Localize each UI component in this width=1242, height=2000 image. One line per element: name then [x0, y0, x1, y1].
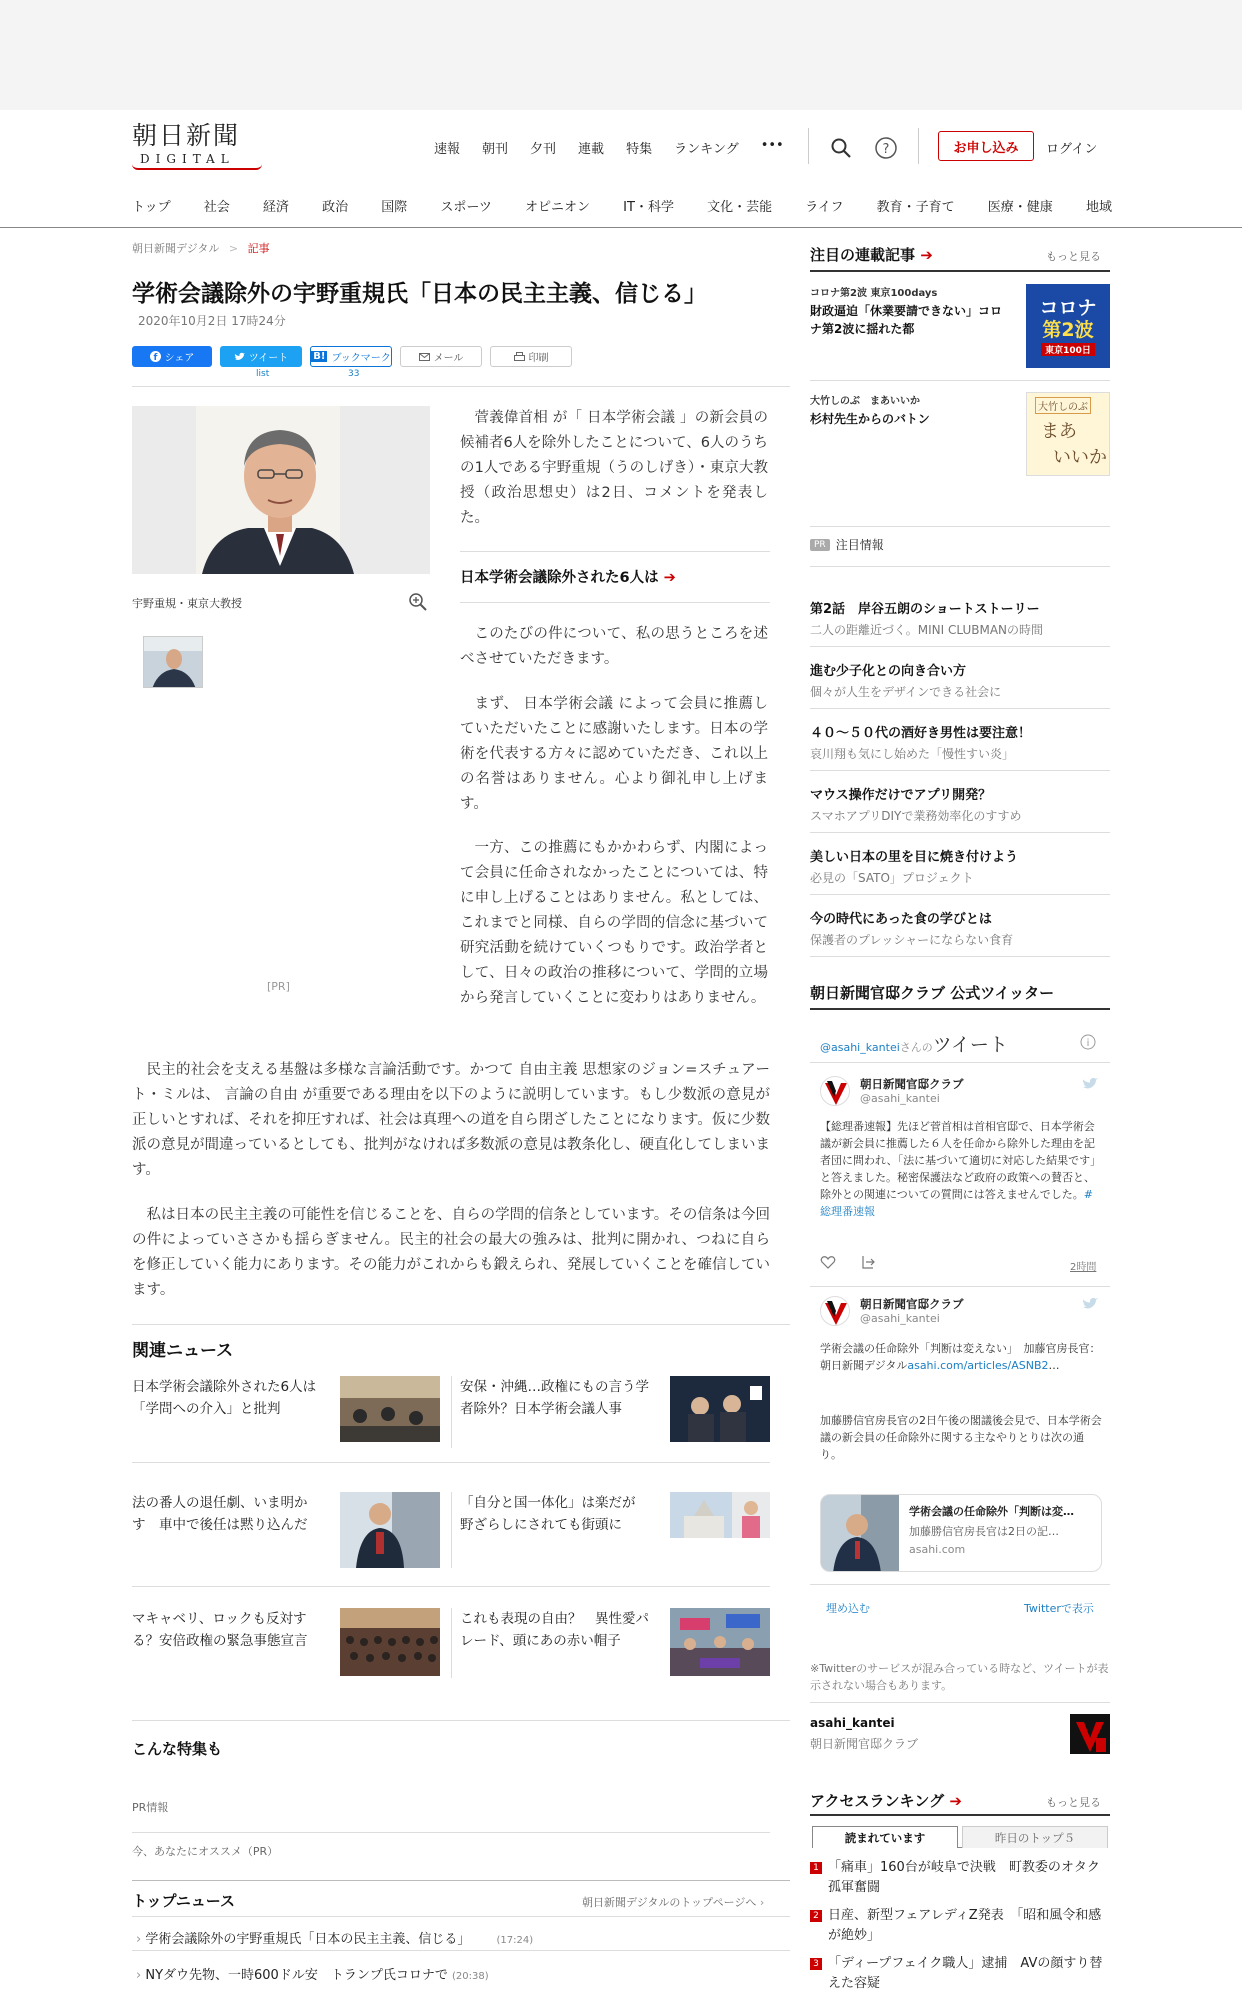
related-image-3[interactable]	[340, 1492, 440, 1568]
tweet-button[interactable]: ツイート	[220, 346, 302, 367]
photo-caption: 宇野重規・東京大教授	[132, 597, 242, 610]
twitter-bird-icon	[234, 352, 245, 362]
tweet-1-author[interactable]: 朝日新聞官邸クラブ @asahi_kantei	[860, 1077, 964, 1105]
divider	[460, 551, 770, 552]
tweet-1-time[interactable]: 2時間	[1070, 1262, 1097, 1273]
cat-society[interactable]: 社会	[203, 200, 230, 215]
hashtag-link[interactable]: #総理番速報	[820, 1188, 1093, 1218]
cat-culture[interactable]: 文化・芸能	[707, 200, 773, 215]
divider	[810, 566, 1110, 567]
divider	[132, 1832, 770, 1833]
related-image-6[interactable]	[670, 1608, 770, 1676]
asahi-logo[interactable]: 朝日新聞 DIGITAL	[132, 122, 272, 172]
pr-item-6[interactable]: 今の時代にあった食の学びとは 保護者のプレッシャーにならない食育	[810, 912, 1014, 947]
bookmark-count[interactable]: 33	[348, 369, 360, 379]
info-icon[interactable]	[1080, 1034, 1096, 1050]
cat-economy[interactable]: 経済	[262, 200, 289, 215]
pr-item-2[interactable]: 進む少子化との向き合い方 個々が人生をデザインできる社会に	[810, 664, 1002, 699]
related-image-1[interactable]	[340, 1376, 440, 1442]
zoom-icon[interactable]	[408, 592, 428, 612]
cat-sports[interactable]: スポーツ	[440, 200, 492, 215]
related-item-5[interactable]: マキャベリ、ロックも反対する？安倍政権の緊急事態宣言	[132, 1611, 308, 1649]
divider	[132, 1462, 770, 1463]
tweet-2-text: 学術会議の任命除外「判断は変えない」 加藤官房長官：朝日新聞デジタルasahi.com/articles/ASNB2…	[820, 1342, 1101, 1372]
pr-item-4[interactable]: マウス操作だけでアプリ開発？ スマホアプリDIYで業務効率化のすすめ	[810, 788, 1022, 823]
tweet-2-author[interactable]: 朝日新聞官邸クラブ @asahi_kantei	[860, 1297, 964, 1325]
divider	[460, 602, 770, 603]
nav-ranking[interactable]: ランキング	[674, 142, 739, 157]
related-item-3[interactable]: 法の番人の退任劇、いま明かす 車中で後任は黙り込んだ	[132, 1495, 308, 1533]
article-date: 2020年10月2日 17時24分	[138, 314, 286, 328]
tweet-2-text-2: 加藤勝信官房長官の2日午後の閣議後会見で、日本学術会議の新会員の任命除外に関する主なやりとりは次の通り。	[820, 1414, 1102, 1461]
view-on-twitter-link[interactable]: Twitterで表示	[1024, 1602, 1094, 1615]
pr-item-3[interactable]: ４０～５０代の酒好き男性は要注意！ 哀川翔も気にし始めた「慢性すい炎」	[810, 726, 1032, 761]
divider	[810, 770, 1110, 771]
facebook-share-button[interactable]: f シェア	[132, 346, 212, 367]
account-avatar[interactable]	[1070, 1714, 1110, 1754]
tweet-2-link[interactable]: asahi.com/articles/ASNB2	[907, 1359, 1049, 1372]
top-news-item-2[interactable]: › NYダウ先物、一時600ドル安 トランプ氏コロナで (20:38)	[136, 1968, 489, 1983]
article-lead: 菅義偉首相 が「 日本学術会議 」の新会員の候補者6人を除外したことについて、6人のうちの1人である宇野重規（うのしげき）・東京大教授（政治思想史）は2日、コメントを発表した。	[460, 410, 768, 526]
cat-politics[interactable]: 政治	[322, 200, 349, 215]
divider	[132, 1720, 790, 1721]
divider	[810, 646, 1110, 647]
recommend-label: 今、あなたにオススメ（PR）	[132, 1845, 279, 1858]
ranking-item-1[interactable]: 1 「痛車」160台が岐阜で決戦 町教委のオタク孤軍奮闘	[810, 1858, 1110, 1898]
breadcrumb-home[interactable]: 朝日新聞デジタル	[132, 242, 220, 255]
article-paragraph-2: まず、 日本学術会議 によって会員に推薦していただいたことに感謝いたします。日本の学術を代表する方々に認めていただき、これ以上の名誉はありません。心より御礼申し上げます。	[460, 696, 768, 812]
divider	[810, 894, 1110, 895]
cat-opinion[interactable]: オピニオン	[525, 200, 591, 215]
svg-text:i: i	[1086, 1038, 1090, 1049]
svg-text:f: f	[153, 353, 158, 362]
twitter-account-link[interactable]: asahi_kantei 朝日新聞官邸クラブ	[810, 1716, 919, 1751]
tab-most-read[interactable]: 読まれています	[812, 1826, 958, 1848]
related-news-heading: 関連ニュース	[132, 1341, 234, 1361]
divider	[451, 1608, 452, 1678]
twitter-note: ※Twitterのサービスが混み合っている時など、ツイートが表示されない場合もあります。	[810, 1662, 1109, 1692]
cat-top[interactable]: トップ	[132, 200, 171, 215]
share-icon[interactable]	[860, 1254, 876, 1270]
arrow-right-icon: ➔	[949, 1792, 962, 1810]
divider	[132, 386, 790, 387]
avatar[interactable]	[820, 1296, 850, 1326]
divider	[132, 1324, 790, 1325]
article-paragraph-3: 一方、この推薦にもかかわらず、内閣によって会員に任命されなかったことについては、特に申し上げることはありません。私としては、これまでと同様、自らの学問的信念に基づいて研究活動を続けていくつもりです。政治学者として、日々の政治の推移について、学問的立場から発言していくことに変わりはありません。	[460, 840, 768, 1006]
divider	[451, 1376, 452, 1448]
divider	[132, 1916, 790, 1917]
divider	[808, 128, 809, 164]
top-nav	[434, 138, 806, 157]
pr-item-1[interactable]: 第2話 岸谷五朗のショートストーリー 二人の距離近づく。MINI CLUBMANの時間	[810, 602, 1044, 637]
pr-label: [PR]	[267, 980, 290, 993]
related-image-5[interactable]	[340, 1608, 440, 1676]
related-image-2[interactable]	[670, 1376, 770, 1442]
print-button[interactable]: 印刷	[490, 346, 572, 367]
article-photo[interactable]	[132, 406, 430, 574]
cat-education[interactable]: 教育・子育て	[876, 200, 955, 215]
twitter-bird-icon	[1082, 1296, 1098, 1310]
article-paragraph-5: 私は日本の民主主義の可能性を信じることを、自らの学問的信条としています。その信条は今回の件によっていささかも揺らぎません。民主的社会の最大の強みは、批判に開かれ、つねに自らを修正していく能力にあります。その能力がこれからも鍛えられ、発展していくことを確信しています。	[132, 1207, 770, 1298]
mail-icon	[419, 352, 430, 362]
pr-section-heading: PR 注目情報	[810, 536, 884, 553]
divider	[810, 1814, 1110, 1816]
avatar[interactable]	[820, 1076, 850, 1106]
twitter-bird-icon	[1082, 1076, 1098, 1090]
hatena-bookmark-button[interactable]: B! ブックマーク	[310, 346, 392, 367]
cat-it-science[interactable]: IT・科学	[623, 200, 674, 215]
twitter-widget-header[interactable]: @asahi_kantei さんの ツイート	[820, 1034, 1008, 1056]
tweet-1-text: 【総理番速報】先ほど菅首相は首相官邸で、日本学術会議が新会員に推薦した６人を任命から除外した理由を記者団に問われ、「法に基づいて適切に対応した結果です」と答えました。秘密保護法など政府の政策への賛否と、除外との関連についての質問には答えませんでした。#総理番速報	[820, 1120, 1102, 1218]
search-icon[interactable]	[829, 136, 853, 160]
related-item-6[interactable]: これも表現の自由？ 異性愛パレード、頭にあの赤い帽子	[460, 1611, 649, 1649]
article-paragraph-1: このたびの件について、私の思うところを述べさせていただきます。	[460, 626, 768, 667]
heart-icon[interactable]	[820, 1254, 836, 1270]
nav-rensai[interactable]: 連載	[578, 142, 605, 157]
serial-item-2[interactable]: 大竹しのぶ まあいいか 杉村先生からのバトン	[810, 396, 930, 426]
breadcrumb-current[interactable]: 記事	[247, 242, 270, 255]
related-item-1[interactable]: 日本学術会議除外された6人は 「学問への介入」と批判	[132, 1379, 330, 1417]
twitter-section-heading: 朝日新聞官邸クラブ 公式ツイッター	[810, 984, 1055, 1002]
embed-link[interactable]: 埋め込む	[826, 1602, 870, 1615]
divider	[810, 1062, 1110, 1063]
divider	[918, 128, 919, 164]
tab-yesterday-top5[interactable]: 昨日のトップ５	[962, 1826, 1108, 1848]
breadcrumb: 朝日新聞デジタル > 記事	[132, 242, 270, 255]
serial-item-1[interactable]: コロナ第2波 東京100days 財政逼迫「休業要請できない」コロナ第2波に揺れた都	[810, 288, 1003, 336]
divider	[810, 526, 1110, 527]
facebook-icon	[150, 351, 161, 362]
divider	[132, 1880, 790, 1881]
nav-yukan[interactable]: 夕刊	[530, 142, 557, 157]
top-ad-area	[0, 0, 1242, 110]
features-heading: こんな特集も	[132, 1740, 223, 1758]
divider	[810, 832, 1110, 833]
divider	[810, 708, 1110, 709]
ranking-more-link[interactable]: もっと見る	[1046, 1796, 1101, 1809]
cat-international[interactable]: 国際	[381, 200, 408, 215]
tweet-link-card[interactable]: 学術会議の任命除外「判断は変… 加藤勝信官房長官は2日の記… asahi.com	[820, 1494, 1102, 1572]
cat-health[interactable]: 医療・健康	[987, 200, 1053, 215]
ranking-tabs	[812, 1826, 1108, 1848]
subscribe-button[interactable]: お申し込み	[938, 131, 1034, 161]
related-image-4[interactable]	[670, 1492, 770, 1538]
article-paragraph-4: 民主的社会を支える基盤は多様な言論活動です。かつて 自由主義 思想家のジョン=スチュアート・ミルは、 言論の自由 が重要である理由を以下のように説明しています。もし少数派の意見が正しいとすれば、それを抑圧すれば、社会は真理への道を自ら閉ざしたことになります。仮に少数派の意見が間違っているとしても、批判がなければ多数派の意見は教条化し、硬直化してしまいます。	[132, 1062, 770, 1178]
svg-text:?: ?	[882, 142, 890, 157]
related-item-2[interactable]: 安保・沖縄…政権にもの言う学者除外？日本学術会議人事	[460, 1379, 649, 1417]
header-divider	[0, 227, 1242, 228]
divider	[132, 1950, 790, 1951]
nav-chokan[interactable]: 朝刊	[482, 142, 509, 157]
nav-tokushu[interactable]: 特集	[626, 142, 653, 157]
nav-more[interactable]: •••	[760, 138, 784, 153]
divider	[132, 1586, 770, 1587]
divider	[810, 270, 1110, 272]
print-icon	[514, 352, 525, 362]
top-news-item-1[interactable]: › 学術会議除外の宇野重規氏「日本の民主主義、信じる」 (17:24)	[136, 1932, 534, 1947]
ranking-item-3[interactable]: 3 「ディープフェイク職人」逮捕 AVの顔すり替えた容疑	[810, 1954, 1110, 1994]
cat-life[interactable]: ライフ	[805, 200, 844, 215]
link-card-image	[821, 1495, 899, 1572]
login-link[interactable]: ログイン	[1046, 142, 1098, 157]
divider	[810, 956, 1110, 957]
divider	[810, 1008, 1110, 1010]
divider	[810, 1702, 1110, 1703]
top-page-link[interactable]: 朝日新聞デジタルのトップページへ ›	[582, 1896, 765, 1909]
divider	[810, 1584, 1110, 1585]
serial-thumb-corona[interactable]: コロナ 第2波 東京100日	[1026, 284, 1110, 368]
related-item-4[interactable]: 「自分と国一体化」は楽だが 野ざらしにされても街頭に	[460, 1495, 649, 1533]
ranking-item-2[interactable]: 2 日産、新型フェアレディZ発表 「昭和風令和感が絶妙」	[810, 1906, 1110, 1946]
top-news-heading: トップニュース	[132, 1892, 236, 1910]
divider	[810, 1286, 1110, 1287]
arrow-right-icon: ➔	[920, 246, 933, 264]
pr-item-5[interactable]: 美しい日本の里を目に焼き付けよう 必見の「SATO」プロジェクト	[810, 850, 1019, 885]
pr-info-label: PR情報	[132, 1801, 169, 1814]
mail-button[interactable]: メール	[400, 346, 482, 367]
nav-sokuho[interactable]: 速報	[434, 142, 461, 157]
serial-more-link[interactable]: もっと見る	[1046, 250, 1101, 263]
divider	[451, 1492, 452, 1568]
ranking-heading[interactable]: アクセスランキング ➔	[810, 1792, 962, 1810]
arrow-right-icon: ➔	[663, 570, 676, 586]
divider	[810, 380, 1110, 381]
cat-region[interactable]: 地域	[1085, 200, 1112, 215]
serial-heading[interactable]: 注目の連載記事 ➔	[810, 246, 933, 264]
tweet-count[interactable]: list	[256, 369, 270, 379]
article-title: 学術会議除外の宇野重規氏「日本の民主主義、信じる」	[132, 281, 707, 307]
photo-thumbnail[interactable]	[143, 636, 203, 688]
help-icon[interactable]	[874, 136, 898, 160]
category-nav	[132, 196, 1112, 215]
serial-thumb-otake[interactable]: 大竹しのぶ まあ いいか	[1026, 392, 1110, 476]
related-link-heading[interactable]: 日本学術会議除外された6人は ➔	[460, 570, 676, 586]
